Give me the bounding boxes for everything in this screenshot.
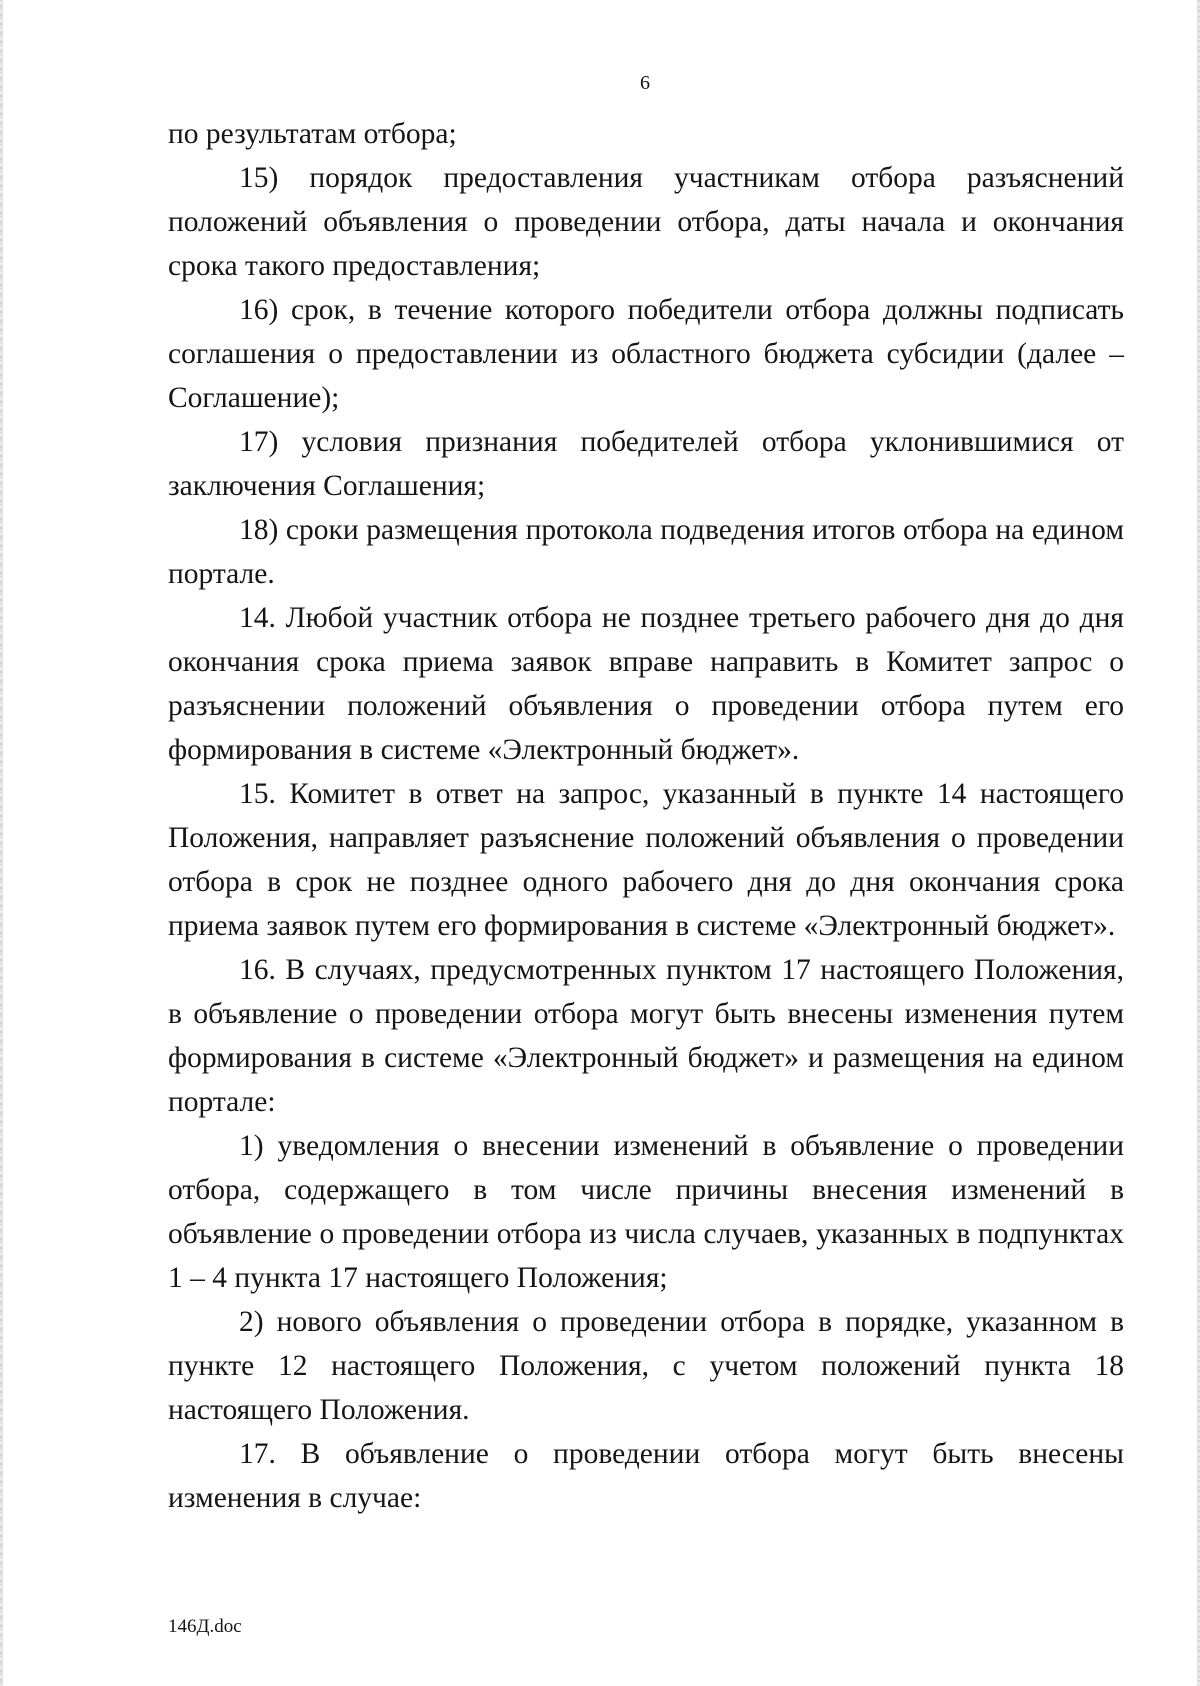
paragraph: 16. В случаях, предусмотренных пунктом 17 настоящего Положения, в объявление о проведении отбора могут быть внесены изменения путем формирования в системе «Электронный бюджет» и размещения на едином портале: [168, 954, 1124, 1118]
paragraph: 14. Любой участник отбора не позднее третьего рабочего дня до дня окончания срока приема заявок вправе направить в Комитет запрос о разъяснении положений объявления о проведении отбора путем его формирования в системе «Электронный бюджет». [168, 602, 1124, 766]
document-body [168, 112, 1124, 1520]
paragraph: 18) сроки размещения протокола подведения итогов отбора на едином портале. [168, 514, 1124, 590]
page-number: 6 [640, 72, 650, 94]
paragraph: 1) уведомления о внесении изменений в объявление о проведении отбора, содержащего в том числе причины внесения изменений в объявление о проведении отбора из числа случаев, указанных в подпунктах 1 – 4 пункта 17 настоящего Положения; [168, 1130, 1124, 1294]
paragraph: 17) условия признания победителей отбора уклонившимися от заключения Соглашения; [168, 426, 1124, 502]
paragraph: 17. В объявление о проведении отбора могут быть внесены изменения в случае: [168, 1438, 1124, 1514]
paragraph: 2) нового объявления о проведении отбора в порядке, указанном в пункте 12 настоящего Положения, с учетом положений пункта 18 настоящего Положения. [168, 1306, 1124, 1426]
scan-edge-left [0, 0, 3, 1686]
paragraph: 15. Комитет в ответ на запрос, указанный в пункте 14 настоящего Положения, направляет разъяснение положений объявления о проведении отбора в срок не позднее одного рабочего дня до дня окончания срока приема заявок путем его формирования в системе «Электронный бюджет». [168, 778, 1124, 942]
document-footer-filename: 146Д.doc [168, 1616, 242, 1637]
paragraph: по результатам отбора; [168, 118, 457, 150]
paragraph: 16) срок, в течение которого победители отбора должны подписать соглашения о предоставлении из областного бюджета субсидии (далее – Соглашение); [168, 294, 1124, 414]
paragraph: 15) порядок предоставления участникам отбора разъяснений положений объявления о проведении отбора, даты начала и окончания срока такого предоставления; [168, 162, 1124, 282]
